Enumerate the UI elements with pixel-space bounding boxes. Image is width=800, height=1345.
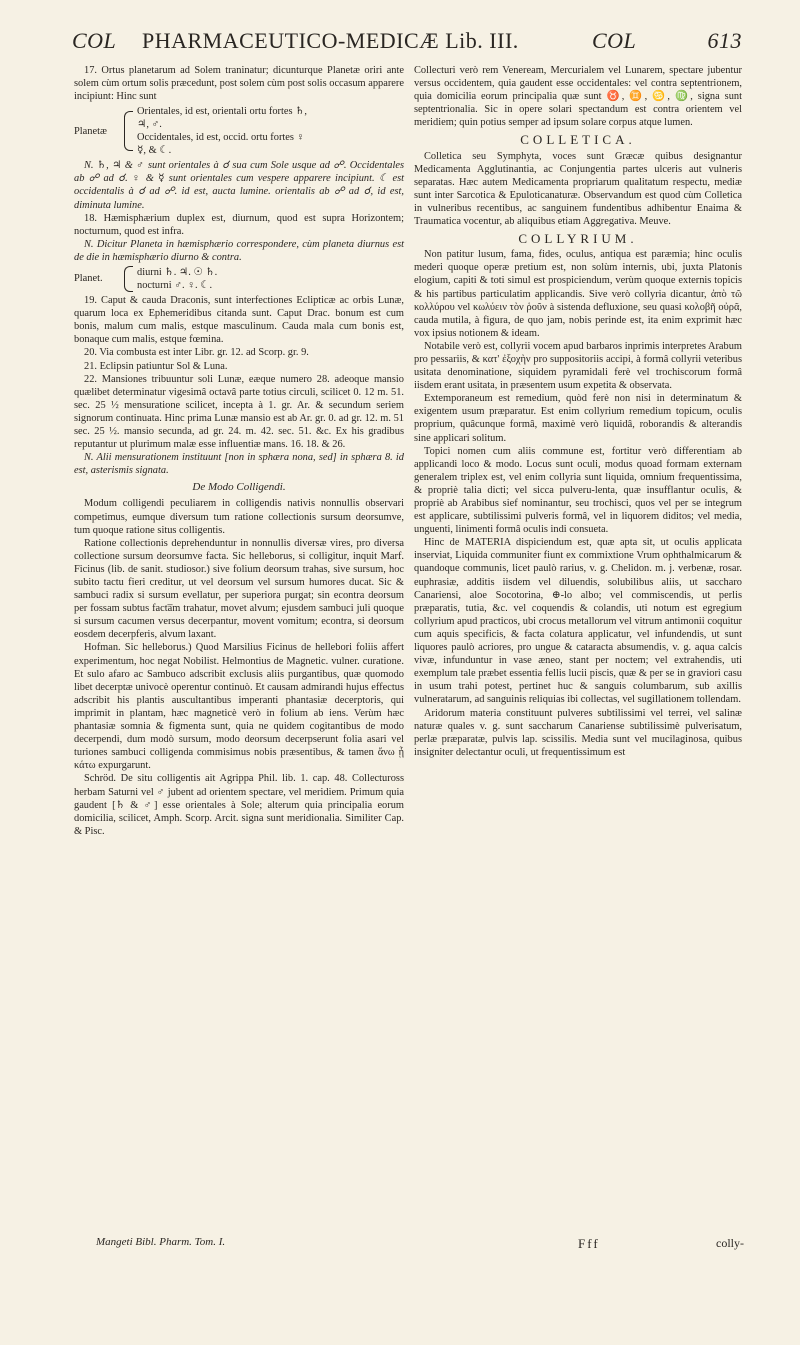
section-heading-collyrium: COLLYRIUM.	[518, 231, 638, 247]
brace-line: ♃, ♂.	[137, 119, 162, 131]
brace-lines	[137, 266, 217, 292]
brace-line: ☿, & ☾.	[137, 145, 172, 157]
paragraph-22: 22. Mansiones tribuuntur soli Lunæ, eæque numero 28. adeoque mansio quælibet determinatur vigesimâ octavâ parte totius circuli, scilicet 0. 12 m. 51. sec. 25 ½ mensuratione scilicet, incepta à 1. gr. Ar. & secundum seriem signorum continuata. Hinc prima Lunæ mansio est ab Ar. gr. 0. ad gr. 12. m. 51 sec. 25 ½. mansio secunda, ad gr. 24. m. 42. sec. 51. &c. Ex his gradibus reputantur ut plurimum malæ esse influentiæ mans. 16. 18. & 26.	[74, 373, 404, 451]
left-column	[74, 64, 404, 838]
paragraph-r4: Notabile verò est, collyrii vocem apud barbaros inprimis interpretes Arabum pro pessariis, & κατ' ἐξοχὴν pro suppositoriis accipi, à formâ collyrii veteribus usitata denominatione, siquidem pyramidali ferè vel trochiscorum formâ iisdem erant usitata, in præsentem usum expetita & observata.	[414, 340, 742, 392]
paragraph-r1: Collecturi verò rem Veneream, Mercurialem vel Lunarem, spectare jubentur versus occidentem, quia gaudent esse occidentales: vel contra septentrionem, quia domicilia eorum principalia quæ sunt ♉, ♊, ♋, ♍, signa sunt septentrionalia. Sic in opere solari spectandum est contra orientem vel meridiem; quin potius semper ad ipsum solare corpus atque lumen.	[414, 65, 742, 129]
brace-line: Occidentales, id est, occid. ortu fortes ♀	[137, 132, 305, 144]
header-title: PHARMACEUTICO-MEDICÆ Lib. III.	[142, 28, 519, 53]
note-1: N. ♄, ♃ & ♂ sunt orientales à ☌ sua cum Sole usque ad ☍. Occidentales ab ☍ ad ☌. ♀ & ☿ sunt orientales cum vespere apparere incipiunt. ☾ est occidentalis à ☌ ad ☍. id est, aucta lumine. orientalis ab ☍ ad ☌, id est, diminuta lumine.	[74, 160, 404, 211]
brace-line: nocturni ♂. ♀. ☾.	[137, 280, 213, 292]
brace-label: Planet.	[74, 273, 103, 285]
paragraph-r6: Topici nomen cum aliis commune est, fortitur verò differentiam ab applicandi loco & modo. Locus sunt oculi, modus quoad formam externam generalem triplex est, vel enim collyria sunt liquida, omnium frequentissima, & propriè talia dicti; vel sicca pulveru-lenta, quæ insufflantur oculis, & propriè ab Arabibus sief nominantur, seu trochisci, quos vel per se integrum est applicare, subtilissimi pulveris formâ, vel in liquorem diditos; vel media, unguenti, linimenti formâ oculis indi consueta.	[414, 445, 742, 536]
paragraph-17: 17. Ortus planetarum ad Solem traninatur; dicunturque Planetæ oriri ante solem cùm ortum solis præcedunt, post solem cùm post solis occasum apparere incipiunt: Hinc sunt	[74, 65, 404, 103]
page-number: 613	[707, 28, 742, 53]
running-header	[72, 28, 742, 60]
planet-brace-2	[74, 266, 404, 292]
brace-line: diurni ♄. ♃. ☉ ♄.	[137, 267, 218, 279]
header-left-word: COL	[72, 28, 117, 53]
paragraph-r7: Hinc de MATERIA dispiciendum est, quæ apta sit, ut oculis applicata inserviat, Liquida communiter fiunt ex commixtione Vrum ophthalmicarum & quandoque communis, licet paulò rarius, v. g. Chelidon. m. j. verbenæ, rosar. euphrasiæ, additis iisdem vel diluendis, solubilibus aliis, ut saccharo Canariensi, aloe Socotorina, ⊕-lo albo; vel commiscendis, ut perlis præparatis, tutia, &c. vel coquendis & colandis, uti notum est egregium collyrium apud practicos, ubi crocus metallorum vel vitrum antimonii coquitur cum aquis specificis, & facta colatura applicatur, vel infundendis, ut sunt liquores paulò acriores, pro unguе & cataracta absumendis, v. g. aqua calcis vivæ, infunduntur in vase æneo, stant per noctem; vel extrahendis, uti exemplum tale præbet essentia fellis lucii piscis, quæ & per se in graviori casu in usum trahi potest, pertinet huc & sanguis columbarum, sub axillis vulneratarum, ad sanguinis reliquias ibi collectas, vel sugillationem tollendam.	[414, 537, 742, 706]
right-column	[414, 64, 742, 759]
paragraph-r2: Colletica seu Symphyta, voces sunt Græcæ quibus designantur Medicamenta Agglutinantia, ac Conjungentia partes ulceris aut vulneris separatas. Hæc autem Medicamenta propriarum qualitatum respectu, mediæ sunt inter Sarcotica & Epuloticanaturæ. Observandum est quod cùm Colletica in vulneribus recentibus, ac sanguinem fundentibus adhibentur Enaima & Traumatica vocentur, ab aliquibus etiam Aggregativa. Meuve.	[414, 150, 742, 228]
paragraph-r3: Non patitur lusum, fama, fides, oculus, antiqua est paræmia; hinc oculis mederi quoque operæ pretium est, non solùm internis, ubi, juxta Platonis elogium, capiti & toti simul est prospiciendum, verùm quoque externis topicis & his partibus particulatim applicandis. Sive verò collyria dicantur, ἀπὸ τῶ κολλύρου vel κωλύειν τὸν ῥοῦν à sistenda defluxione, seu quasi κολοβῆ οὐρᾶ, cauda mutila, à figura, de quo jam, nobis perinde est, ita enim exprimit hæc vox ipsius notionem & ideam.	[414, 249, 742, 339]
note-2: N. Dicitur Planeta in hæmisphærio correspondere, cùm planeta diurnus est de die in hæmisphærio diurno & contra.	[74, 238, 404, 263]
brace-label: Planetæ	[74, 125, 107, 137]
paragraph-26: Schröd. De situ colligentis ait Agrippa Phil. lib. 1. cap. 48. Collectuross herbam Saturni vel ♂ jubent ad orientem spectare, vel meridiem. Primum quia gaudent [♄ & ♂] esse orientales à Sole; alterum quia principalia eorum domicilia, scilicet, Amph. Scorp. Arcit. signa sunt meridionalia. Similiter Cap. & Pisc.	[74, 773, 404, 837]
brace-line: Orientales, id est, orientali ortu fortes ♄,	[137, 106, 308, 118]
paragraph-25: Hofman. Sic helleborus.) Quod Marsilius Ficinus de hellebori foliis affert experimentum, hoc negat Nobilist. Helmontius de Magnetic. vulner. curatione. Et sulo afaro ac Sambuco adscribit exclusis aliis purgantibus, quæ quomodo libet decerptæ univocè operentur continuò. Et causam admirandi hujus effectus adscribit his plantis auscultantibus imperanti phantasiæ decerptoris, qui imprimit in plantam, hæc magneticè verò in folium ab iens. Verùm hæc phantasiæ somnia & figmenta sunt, quia ne quidem cogitantibus de modo decerpendi, dum modò sursum, modo deorsum decerpserunt folia asari vel turiones sambuci colligenda commisimus nobis præsentibus, & tamen ἄνω ᾗ κάτω expurgarunt.	[74, 642, 404, 772]
section-heading-colletica: COLLETICA.	[520, 132, 636, 148]
paragraph-21: 21. Eclipsin patiuntur Sol & Luna.	[84, 360, 228, 372]
paragraph-24: Ratione collectionis deprehenduntur in nonnullis diversæ vires, pro diversa collectione sursum deorsumve facta. Sic helleborus, si colligitur, inquit Marf. Ficinus (lib. de sanit. studiosor.) sive folium deorsum trahas, sive sursum, hoc subito tactu fieri creditur, ut vel deorsum vel sursum humores ducat. Sic & sambuci radix si sursum evellatur, per superiora purgat; sin econtra deorsum per fossam subtus facta̅m trahatur, movet alvum; ejusdem sambuci juli quoque si sursum cacumen versus decerpantur, movent vomitum; econtra, si deorsum eosdem decerpferis, alvum laxant.	[74, 537, 404, 641]
brace-mark	[124, 111, 133, 151]
signature-mark: Fff	[578, 1236, 600, 1251]
catchword: colly-	[716, 1236, 744, 1250]
brace-lines	[137, 105, 307, 157]
paragraph-23: Modum colligendi peculiarem in colligendis nativis nonnullis observari competimus, eumque diversum tum ratione collectionis sursum deorsumve, tum quoque ratione situs colligentis.	[74, 498, 404, 536]
paragraph-19: 19. Caput & cauda Draconis, sunt interfectiones Eclipticæ ac orbis Lunæ, quarum loca ex Ephemeridibus citanda sunt. Caput Drac. bonum est cum bonis, malum cum malis, estque masculinum. Cauda mala cum bonis est, bonaque cum malis, estque fœmina.	[74, 295, 404, 346]
brace-mark	[124, 266, 133, 292]
note-3: N. Alii mensurationem instituunt [non in sphæra nona, sed] in sphæra 8. id est, asterismis signata.	[74, 452, 404, 477]
paragraph-r8: Aridorum materia constituunt pulveres subtilissimi vel terrei, vel salinæ naturæ quales v. g. sunt saccharum Canariense subtilissimè pulverisatum, perlæ præparatæ, pulvis lap. scissilis. Media sunt vel mucilaginosa, quibus insigniter delectantur oculi, ut frequentissimum est	[414, 707, 742, 758]
paragraph-18: 18. Hæmisphærium duplex est, diurnum, quod est supra Horizontem; nocturnum, quod est infra.	[74, 212, 404, 237]
paragraph-r5: Extemporaneum est remedium, quòd ferè non nisi in determinatum & exigentem usum præparatur. Est enim collyrium remedium topicum, oculis proprium, quâcunque formâ, maximè verò liquidâ, roborandis & alterandis sine applicari solitum.	[414, 393, 742, 444]
header-right-word: COL	[592, 28, 637, 53]
footer-imprint: Mangeti Bibl. Pharm. Tom. I.	[96, 1236, 226, 1248]
paragraph-20: 20. Via combusta est inter Libr. gr. 12. ad Scorp. gr. 9.	[84, 347, 309, 359]
planet-brace	[74, 105, 404, 157]
section-subheading: De Modo Colligendi.	[192, 481, 286, 494]
